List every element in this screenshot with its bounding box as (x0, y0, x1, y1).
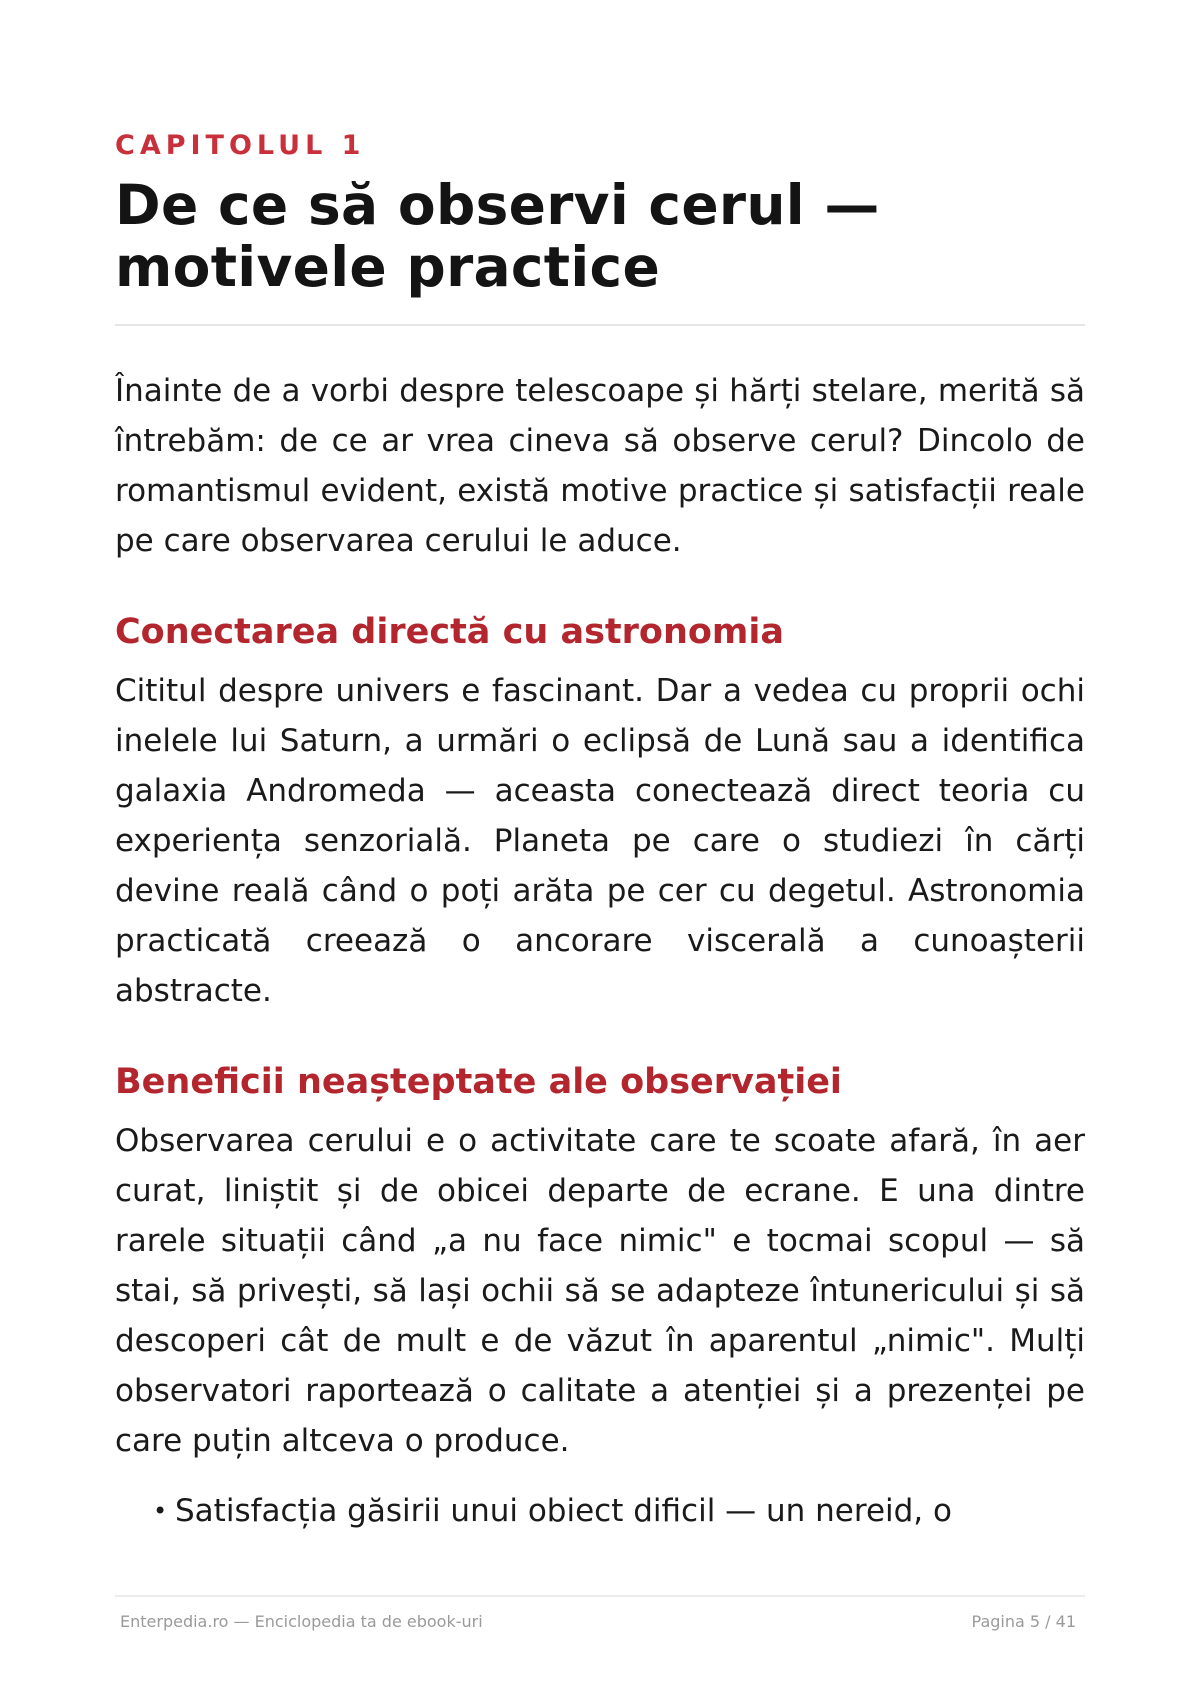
footer-site-name: Enterpedia.ro — Enciclopedia ta de ebook-uri (120, 1612, 483, 1631)
bullet-list (115, 1486, 1085, 1536)
page-footer (120, 1612, 1080, 1631)
intro-paragraph: Înainte de a vorbi despre telescoape și hărți stelare, merită să întrebăm: de ce ar vrea cineva să observe cerul? Dincolo de romantismul evident, există motive practice și satisfacții reale pe care observarea cerului le aduce. (115, 373, 1085, 559)
footer-page-number: Pagina 5 / 41 (971, 1612, 1076, 1631)
chapter-title-line-2: motivele practice (115, 235, 661, 299)
bullet-dot-icon: • (153, 1497, 168, 1525)
list-item-text: Satisfacția găsirii unui obiect dificil — un nereid, o (175, 1493, 952, 1529)
section-paragraph-benefits: Observarea cerului e o activitate care te scoate afară, în aer curat, liniștit și de obicei departe de ecrane. E una dintre rarele situații când „a nu face nimic" e tocmai scopul — să stai, să privești, să lași ochii să se adapteze întunericului și să descoperi cât de mult e de văzut în aparentul „nimic". Mulți observatori raportează o calitate a atenției și a prezenței pe care puțin altceva o produce. (115, 1123, 1085, 1459)
list-item (153, 1486, 1085, 1536)
chapter-label: CAPITOLUL 1 (115, 130, 366, 161)
section-paragraph-astronomy: Cititul despre univers e fascinant. Dar a vedea cu proprii ochi inelele lui Saturn, a urmări o eclipsă de Lună sau a identifica galaxia Andromeda — aceasta conectează direct teoria cu experiența senzorială. Planeta pe care o studiezi în cărți devine reală când o poți arăta pe cer cu degetul. Astronomia practicată creează o ancorare viscerală a cunoașterii abstracte. (115, 673, 1085, 1009)
chapter-title-line-1: De ce să observi cerul — (115, 173, 880, 237)
title-divider (115, 324, 1085, 326)
page-content (115, 128, 1085, 1536)
chapter-title (115, 174, 1085, 298)
footer-divider (115, 1595, 1085, 1597)
section-heading-astronomy: Conectarea directă cu astronomia (115, 612, 784, 652)
section-heading-benefits: Beneficii neașteptate ale observației (115, 1062, 842, 1102)
